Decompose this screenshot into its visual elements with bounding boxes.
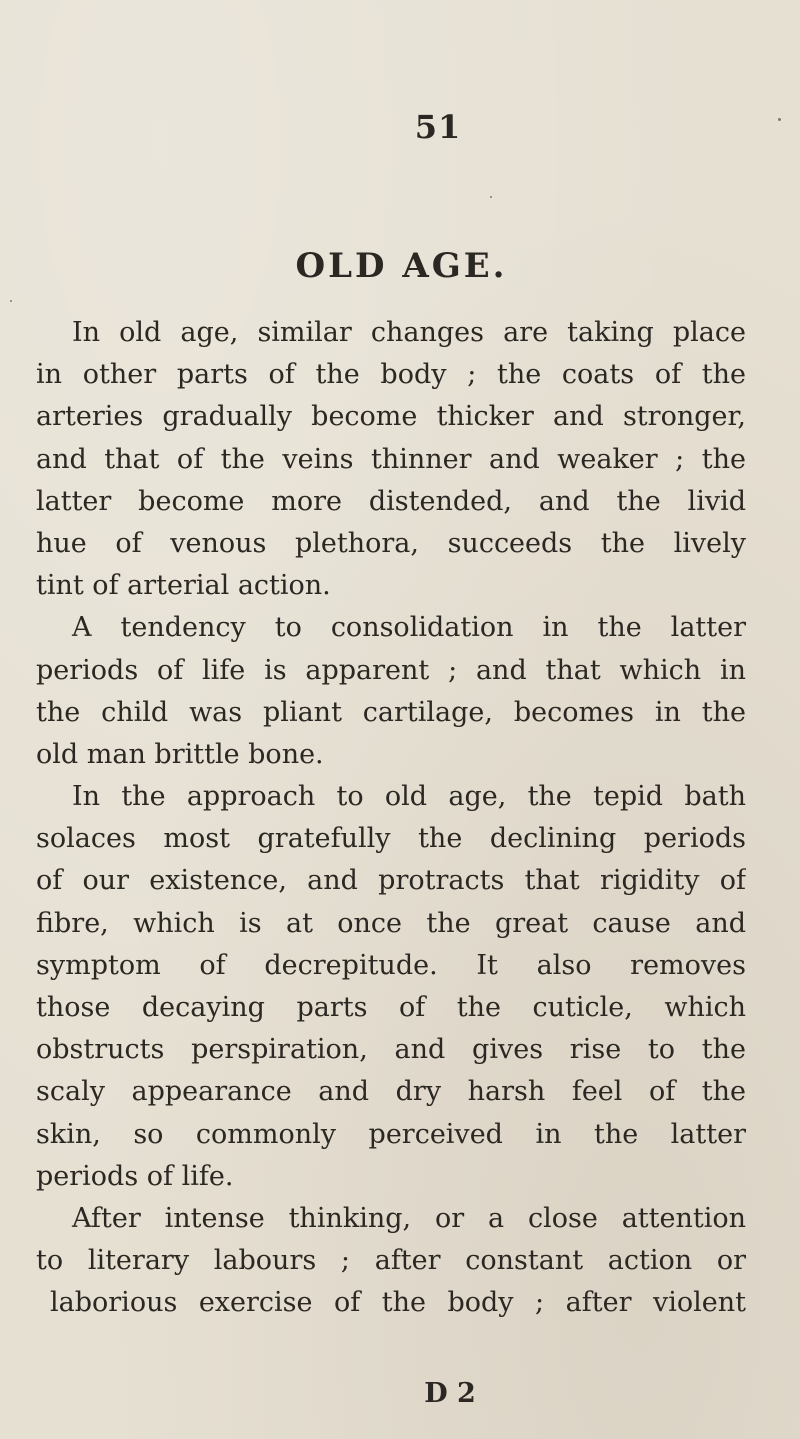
text-line: latter become more distended, and the livid xyxy=(36,485,746,517)
text-line: hue of venous plethora, succeeds the lively xyxy=(36,527,746,559)
text-line: skin, so commonly perceived in the latter xyxy=(36,1118,746,1150)
text-line: and that of the veins thinner and weaker ; the xyxy=(36,443,746,475)
paper-speck xyxy=(10,300,12,302)
body-text xyxy=(36,312,746,1325)
text-line: In the approach to old age, the tepid bath xyxy=(72,781,746,813)
page-number: 51 xyxy=(414,108,462,146)
text-line: obstructs perspiration, and gives rise to the xyxy=(36,1034,746,1066)
text-line: symptom of decrepitude. It also removes xyxy=(36,949,746,981)
text-line: After intense thinking, or a close attention xyxy=(72,1202,746,1234)
text-line: those decaying parts of the cuticle, which xyxy=(36,992,746,1023)
paper-speck xyxy=(490,196,492,198)
text-line: periods of life. xyxy=(36,1160,234,1192)
text-line: periods of life is apparent ; and that which in xyxy=(36,654,746,686)
paper-speck xyxy=(778,118,781,121)
text-line: scaly appearance and dry harsh feel of the xyxy=(36,1076,746,1108)
text-line: of our existence, and protracts that rigidity of xyxy=(36,865,746,897)
text-line: in other parts of the body ; the coats of the xyxy=(36,359,746,391)
signature-mark: D 2 xyxy=(424,1378,476,1409)
text-line: arteries gradually become thicker and stronger, xyxy=(36,401,746,433)
text-line: laborious exercise of the body ; after violent xyxy=(50,1287,746,1319)
text-line: solaces most gratefully the declining periods xyxy=(36,823,746,855)
text-line: old man brittle bone. xyxy=(36,738,324,770)
chapter-title: OLD AGE. xyxy=(295,246,508,286)
text-line: In old age, similar changes are taking place xyxy=(72,317,746,348)
text-line: A tendency to consolidation in the latter xyxy=(72,612,746,644)
text-line: fibre, which is at once the great cause and xyxy=(36,907,746,939)
text-line: the child was pliant cartilage, becomes in the xyxy=(36,696,746,728)
text-line: to literary labours ; after constant action or xyxy=(36,1245,746,1277)
text-line: tint of arterial action. xyxy=(36,570,331,602)
